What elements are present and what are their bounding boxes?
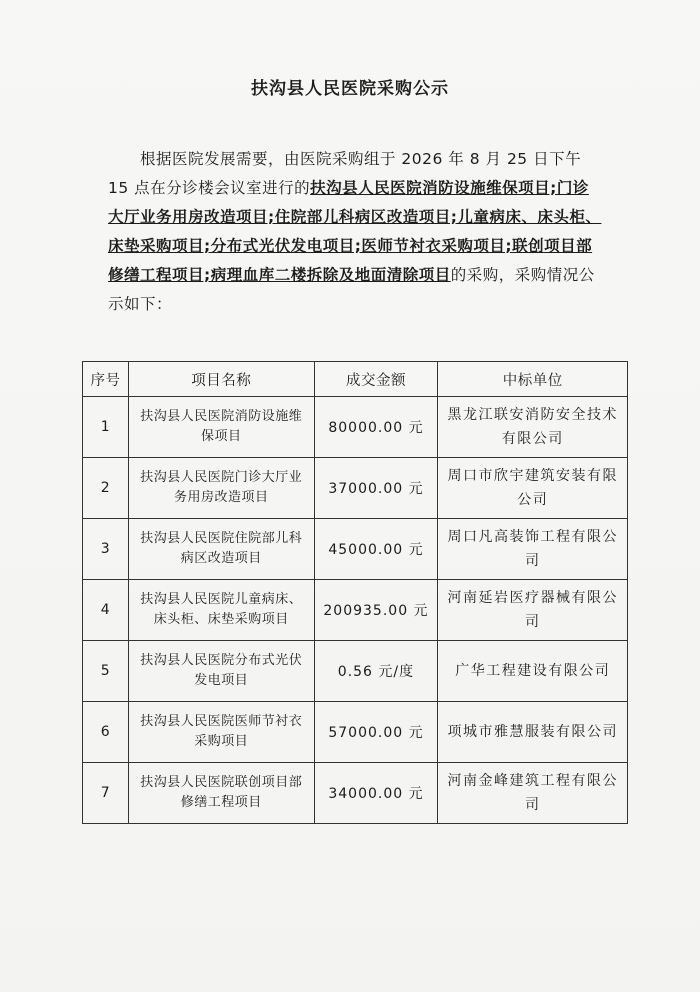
row-amount: 80000.00 元 xyxy=(314,397,438,458)
row-seq: 6 xyxy=(83,702,129,763)
row-project-name: 扶沟县人民医院门诊大厅业务用房改造项目 xyxy=(128,458,314,519)
header-seq: 序号 xyxy=(83,362,129,397)
intro-suffix: 的采购，采购情况公示如下： xyxy=(108,266,595,313)
row-amount: 57000.00 元 xyxy=(314,702,438,763)
row-winner: 项城市雅慧服装有限公司 xyxy=(438,702,628,763)
row-seq: 3 xyxy=(83,519,129,580)
row-seq: 5 xyxy=(83,641,129,702)
row-project-name: 扶沟县人民医院儿童病床、床头柜、床垫采购项目 xyxy=(128,580,314,641)
header-amount: 成交金额 xyxy=(314,362,438,397)
row-seq: 4 xyxy=(83,580,129,641)
procurement-table xyxy=(82,361,628,824)
row-amount: 37000.00 元 xyxy=(314,458,438,519)
document-title: 扶沟县人民医院采购公示 xyxy=(251,79,449,99)
row-amount: 0.56 元/度 xyxy=(314,641,438,702)
intro-projects: 扶沟县人民医院消防设施维保项目;门诊大厅业务用房改造项目;住院部儿科病区改造项目;儿童病床、床头柜、床垫采购项目;分布式光伏发电项目;医师节衬衣采购项目;联创项目部修缮工程项目;病理血库二楼拆除及地面清除项目 xyxy=(108,179,602,284)
header-project-name: 项目名称 xyxy=(128,362,314,397)
row-amount: 200935.00 元 xyxy=(314,580,438,641)
table-row xyxy=(83,702,628,763)
row-winner: 周口凡高装饰工程有限公司 xyxy=(438,519,628,580)
table-row xyxy=(83,458,628,519)
row-winner: 黑龙江联安消防安全技术有限公司 xyxy=(438,397,628,458)
row-amount: 34000.00 元 xyxy=(314,763,438,824)
row-winner: 河南延岩医疗器械有限公司 xyxy=(438,580,628,641)
table-row xyxy=(83,397,628,458)
header-winner: 中标单位 xyxy=(438,362,628,397)
row-seq: 7 xyxy=(83,763,129,824)
table-row xyxy=(83,763,628,824)
row-project-name: 扶沟县人民医院医师节衬衣采购项目 xyxy=(128,702,314,763)
row-winner: 周口市欣宇建筑安装有限公司 xyxy=(438,458,628,519)
row-winner: 广华工程建设有限公司 xyxy=(438,641,628,702)
intro-paragraph xyxy=(108,145,604,319)
row-amount: 45000.00 元 xyxy=(314,519,438,580)
table-row xyxy=(83,580,628,641)
row-seq: 2 xyxy=(83,458,129,519)
row-project-name: 扶沟县人民医院联创项目部修缮工程项目 xyxy=(128,763,314,824)
row-project-name: 扶沟县人民医院住院部儿科病区改造项目 xyxy=(128,519,314,580)
table-row xyxy=(83,641,628,702)
table-row xyxy=(83,519,628,580)
row-project-name: 扶沟县人民医院消防设施维保项目 xyxy=(128,397,314,458)
table-header-row xyxy=(83,362,628,397)
row-winner: 河南金峰建筑工程有限公司 xyxy=(438,763,628,824)
row-seq: 1 xyxy=(83,397,129,458)
intro-prefix: 根据医院发展需要，由医院采购组于 2026 年 8 月 25 日下午 15 点在分诊楼会议室进行的 xyxy=(108,150,582,197)
row-project-name: 扶沟县人民医院分布式光伏发电项目 xyxy=(128,641,314,702)
